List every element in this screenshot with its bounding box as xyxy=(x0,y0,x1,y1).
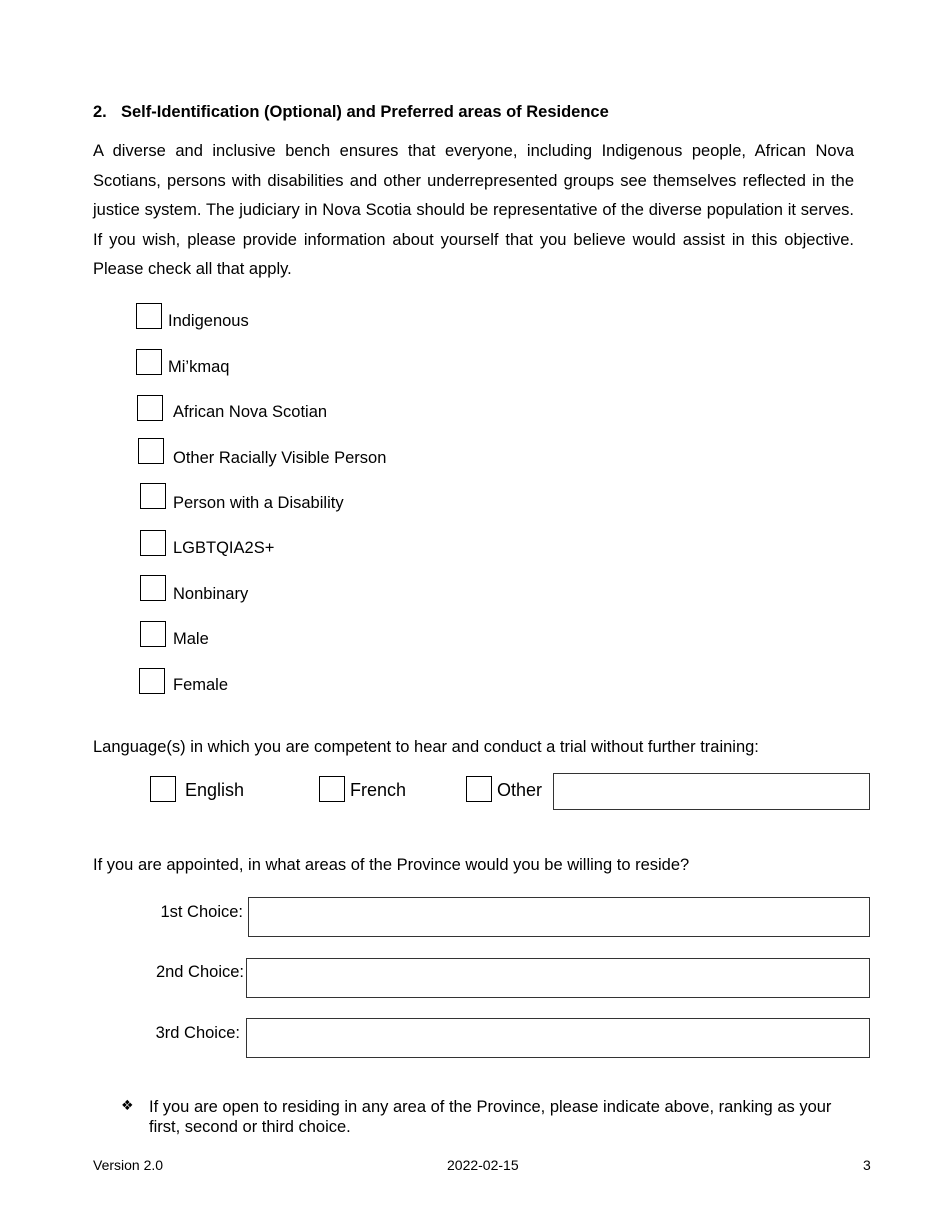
checkbox-male[interactable] xyxy=(140,621,166,647)
language-label-other: Other xyxy=(497,780,543,800)
diamond-bullet-icon: ❖ xyxy=(121,1097,134,1113)
footer-page-number: 3 xyxy=(863,1157,871,1173)
checkbox-racially-visible[interactable] xyxy=(138,438,164,464)
language-question: Language(s) in which you are competent to hear and conduct a trial without further training: xyxy=(93,738,759,756)
second-choice-label: 2nd Choice: xyxy=(155,963,244,981)
other-language-input[interactable] xyxy=(553,773,870,810)
checkbox-female[interactable] xyxy=(139,668,165,694)
section-number: 2. xyxy=(93,103,107,121)
checkbox-label-disability: Person with a Disability xyxy=(173,494,344,512)
checkbox-mikmaq[interactable] xyxy=(136,349,162,375)
first-choice-label: 1st Choice: xyxy=(160,903,243,921)
checkbox-african-nova-scotian[interactable] xyxy=(137,395,163,421)
checkbox-label-african-nova-scotian: African Nova Scotian xyxy=(173,403,328,421)
section-heading xyxy=(93,103,609,122)
intro-paragraph: A diverse and inclusive bench ensures that everyone, including Indigenous people, African Nova Scotians, persons with disabilities and other underrepresented groups see themselves reflected in the justice system. The judiciary in Nova Scotia should be representative of the diverse population it serves. If you wish, please provide information about yourself that you believe would assist in this objective. Please check all that apply. xyxy=(93,142,854,278)
second-choice-input[interactable] xyxy=(246,958,870,998)
checkbox-disability[interactable] xyxy=(140,483,166,509)
third-choice-label: 3rd Choice: xyxy=(155,1024,240,1042)
checkbox-english[interactable] xyxy=(150,776,176,802)
checkbox-lgbtqia2s[interactable] xyxy=(140,530,166,556)
checkbox-french[interactable] xyxy=(319,776,345,802)
checkbox-label-indigenous: Indigenous xyxy=(168,312,249,330)
checkbox-label-nonbinary: Nonbinary xyxy=(173,585,249,603)
language-label-french: French xyxy=(350,780,407,800)
first-choice-input[interactable] xyxy=(248,897,870,937)
footer-date: 2022-02-15 xyxy=(447,1157,519,1173)
checkbox-other-language[interactable] xyxy=(466,776,492,802)
third-choice-input[interactable] xyxy=(246,1018,870,1058)
residence-note: If you are open to residing in any area of the Province, please indicate above, ranking as your first, second or third choice. xyxy=(149,1098,832,1136)
checkbox-label-male: Male xyxy=(173,630,209,648)
checkbox-label-mikmaq: Mi’kmaq xyxy=(168,358,230,376)
checkbox-nonbinary[interactable] xyxy=(140,575,166,601)
checkbox-indigenous[interactable] xyxy=(136,303,162,329)
residence-question: If you are appointed, in what areas of the Province would you be willing to reside? xyxy=(93,856,690,874)
checkbox-label-lgbtqia2s: LGBTQIA2S+ xyxy=(173,539,275,557)
section-title: Self-Identification (Optional) and Preferred areas of Residence xyxy=(121,103,609,121)
footer-version: Version 2.0 xyxy=(93,1157,164,1173)
language-label-english: English xyxy=(185,780,245,800)
checkbox-label-racially-visible: Other Racially Visible Person xyxy=(173,449,387,467)
checkbox-label-female: Female xyxy=(173,676,229,694)
